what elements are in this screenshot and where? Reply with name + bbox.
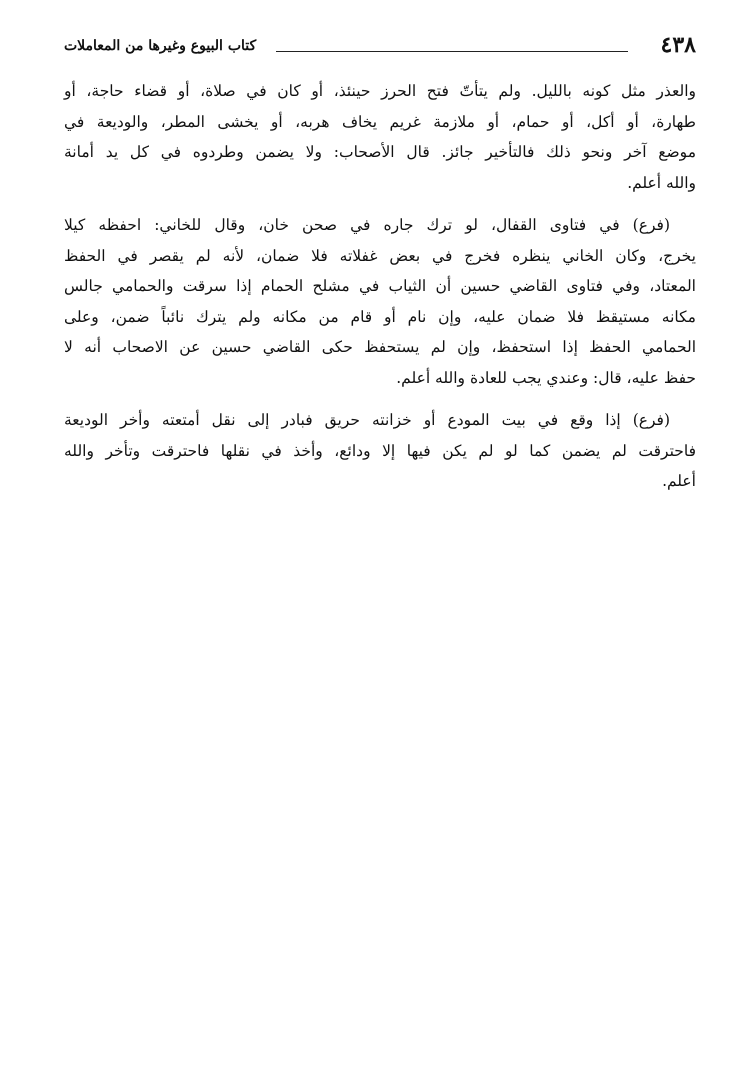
text-line: الحمامي الحفظ إذا استحفظ، وإن لم يستحفظ حكى القاضي حسين عن الاصحاب أنه لا — [64, 338, 696, 356]
text-line: مكانه مستيقظ فلا ضمان عليه، وإن نام أو قام من مكانه ولم يترك نائباً ضمن، وعلى — [64, 307, 696, 326]
page-header — [64, 30, 696, 64]
paragraph-1 — [64, 76, 696, 198]
paragraph-2 — [64, 210, 696, 393]
text-line: يخرج، وكان الخاني ينظره فخرج في بعض غفلاته فلا ضمان، لأنه لم يقصر في الحفظ — [64, 246, 696, 265]
paragraph-3 — [64, 405, 696, 497]
text-line: فاحترقت لم يضمن كما لو لم يكن فيها إلا ودائع، وأخذ في نقلها فاحترقت وتأخر والله — [64, 441, 696, 460]
text-line: والله أعلم. — [627, 173, 696, 192]
text-line: (فرع) في فتاوى القفال، لو ترك جاره في صحن خان، وقال للخاني: احفظه كيلا — [64, 216, 670, 234]
text-line: والعذر مثل كونه بالليل. ولم يتأتّ فتح الحرز حينئذ، أو كان في صلاة، أو قضاء حاجة، أو — [64, 82, 696, 100]
page-body — [64, 76, 696, 497]
text-line: أعلم. — [662, 472, 696, 490]
book-page — [64, 30, 696, 509]
running-title: كتاب البيوع وغيرها من المعاملات — [64, 38, 257, 54]
text-line: (فرع) إذا وقع في بيت المودع أو خزانته حريق فبادر إلى نقل أمتعته وأخر الوديعة — [64, 411, 670, 429]
text-line: موضع آخر ونحو ذلك فالتأخير جائز. قال الأصحاب: ولا يضمن وطردوه في كل يد أمانة — [64, 143, 696, 161]
header-rule — [276, 51, 628, 52]
text-line: طهارة، أو أكل، أو حمام، أو ملازمة غريم يخاف هربه، أو يخشى المطر، والوديعة في — [64, 112, 696, 131]
text-line: حفظ عليه، قال: وعندي يجب للعادة والله أعلم. — [396, 368, 696, 387]
text-line: المعتاد، وفي فتاوى القاضي حسين أن الثياب في مشلح الحمام إذا سرقت والحمامي جالس — [64, 277, 696, 295]
page-number: ٤٣٨ — [660, 32, 696, 58]
